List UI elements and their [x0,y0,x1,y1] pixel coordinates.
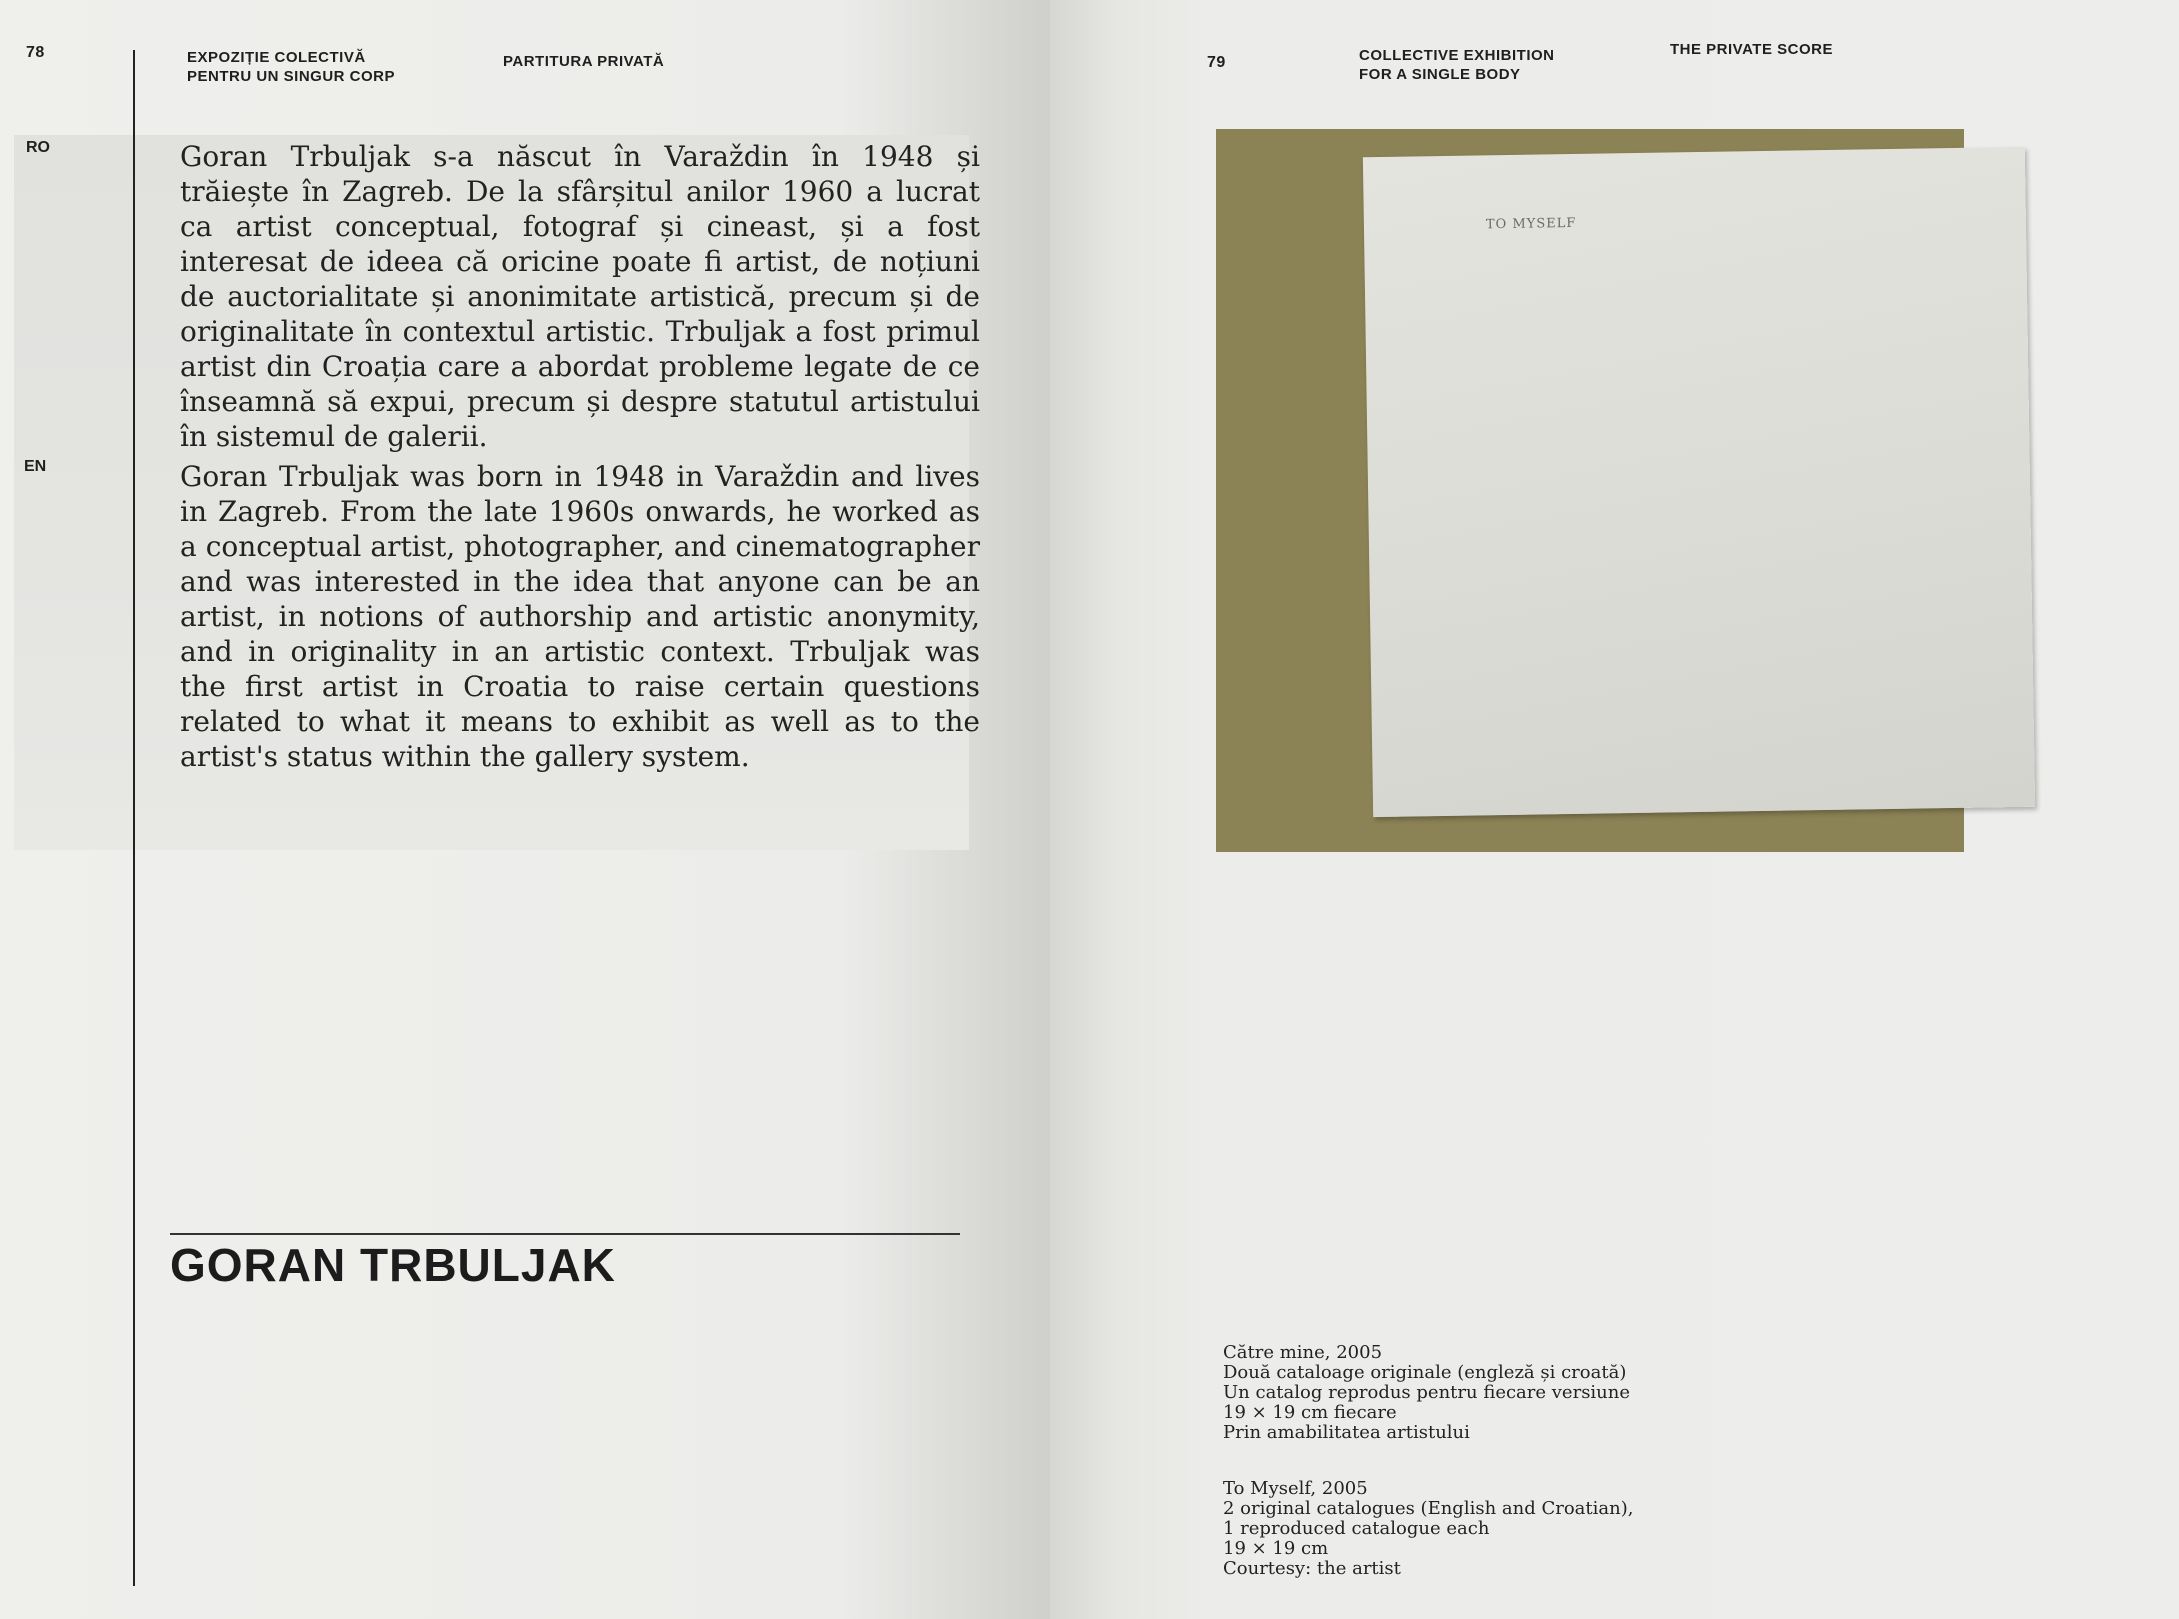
left-page [0,0,1050,1619]
caption-line: 2 original catalogues (English and Croatian), [1223,1498,1634,1519]
language-label-ro: RO [26,139,50,156]
caption-line: Un catalog reprodus pentru fiecare versiune [1223,1382,1631,1403]
horizontal-rule [170,1233,960,1235]
caption-line: To Myself, 2005 [1223,1478,1368,1499]
header-line: EXPOZIȚIE COLECTIVĂ [187,49,366,66]
caption-line: 1 reproduced catalogue each [1223,1518,1490,1539]
caption-line: 19 × 19 cm [1223,1538,1329,1559]
header-line: COLLECTIVE EXHIBITION [1359,47,1555,64]
caption-line: Două cataloage originale (engleză și croată) [1223,1362,1627,1383]
caption-en [1223,1479,1643,1579]
running-header-section: THE PRIVATE SCORE [1670,41,1833,58]
page-number: 78 [26,44,45,61]
header-line: PENTRU UN SINGUR CORP [187,68,396,85]
language-label-en: EN [24,458,47,475]
vertical-rule [133,50,135,1586]
artist-name: GORAN TRBULJAK [170,1239,616,1291]
header-line: FOR A SINGLE BODY [1359,66,1521,83]
caption-line: 19 × 19 cm fiecare [1223,1402,1397,1423]
running-header-title [187,48,395,86]
running-header-title [1359,46,1555,84]
caption-line: Courtesy: the artist [1223,1558,1401,1579]
running-header-section: PARTITURA PRIVATĂ [503,53,665,70]
biography-en: Goran Trbuljak was born in 1948 in Varaždin and lives in Zagreb. From the late 1960s onwards, he worked as a conceptual artist, photographer, and cinematographer and was interested in the idea that anyone can be an artist, in notions of authorship and artistic anonymity, and in originality in an artistic context. Trbuljak was the first artist in Croatia to raise certain questions related to what it means to exhibit as well as to the artist's status within the gallery system. [180,460,980,773]
caption-line: Către mine, 2005 [1223,1342,1383,1363]
page-number: 79 [1207,54,1226,71]
catalogue-title: TO MYSELF [1485,215,1577,233]
biography-ro: Goran Trbuljak s-a născut în Varaždin în 1948 și trăiește în Zagreb. De la sfârșitul anilor 1960 a lucrat ca artist conceptual, fotograf și cineast, și a fost interesat de ideea că oricine poate fi artist, de noțiuni de auctorialitate și anonimitate artistică, precum și de originalitate în contextul artistic. Trbuljak a fost primul artist din Croația care a abordat probleme legate de ce înseamnă să expui, precum și despre statutul artistului în sistemul de galerii. [180,140,980,453]
catalogue-cover [1363,147,2035,817]
caption-ro [1223,1343,1643,1443]
caption-line: Prin amabilitatea artistului [1223,1422,1470,1443]
